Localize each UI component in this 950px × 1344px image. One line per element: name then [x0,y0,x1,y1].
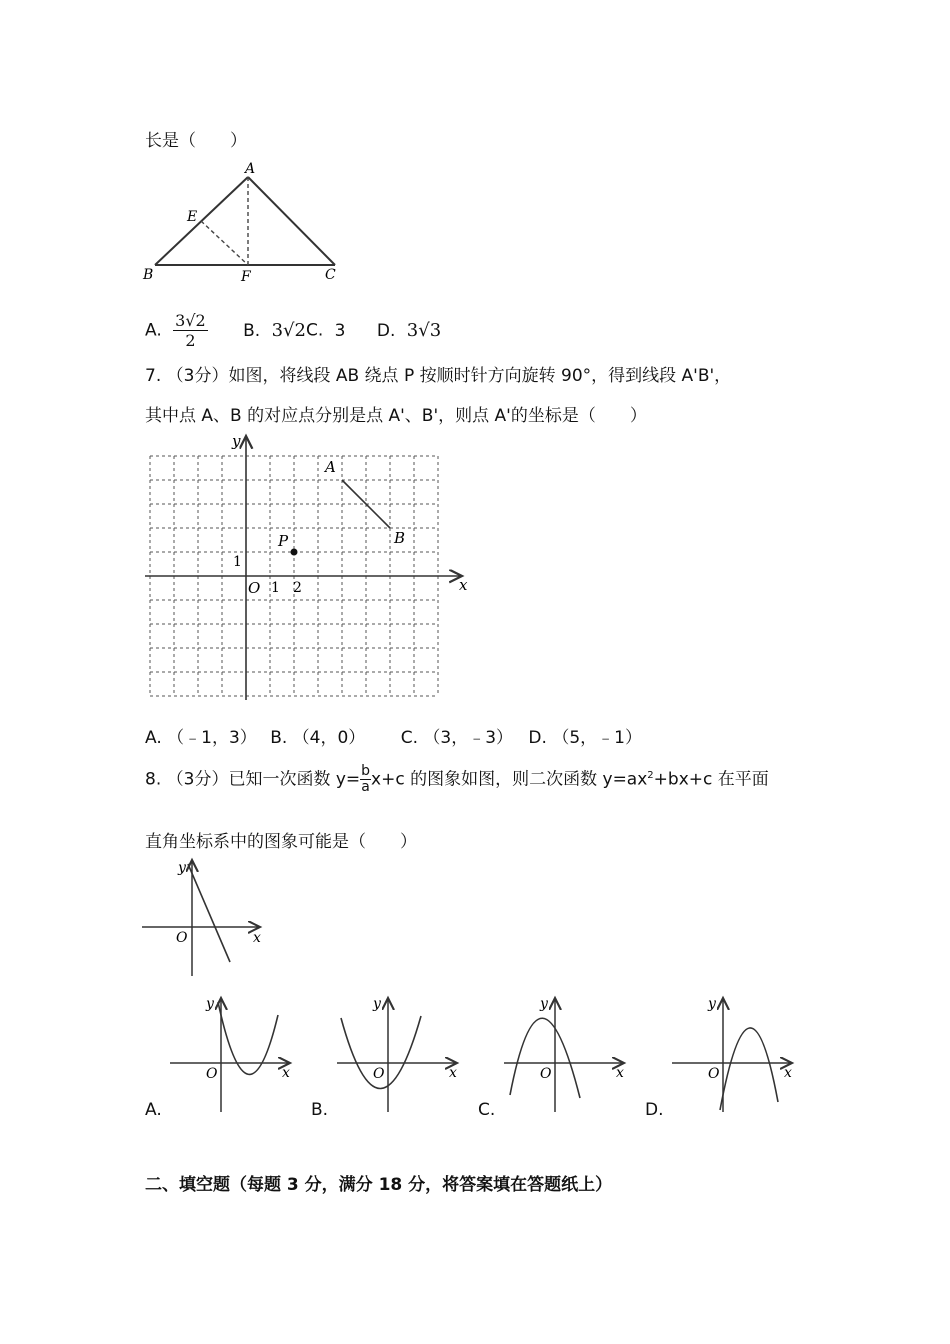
q8-prefix: 8. （3分）已知一次函数 y= [145,769,361,790]
label-c: C [325,267,336,283]
svg-text:y: y [540,996,548,1012]
svg-text:y: y [373,996,381,1012]
linear-function-line [188,864,230,962]
svg-text:x: x [616,1065,624,1081]
q8-option-b-graph[interactable] [335,990,467,1115]
label-p: P [278,532,289,550]
x-axis-label: x [459,576,468,594]
svg-text:y: y [206,996,214,1012]
svg-text:O: O [708,1066,720,1082]
label-f: F [241,269,251,285]
tick-x-2: 2 [293,580,302,596]
q6-option-a-den: 2 [185,331,196,350]
tick-y-1: 1 [233,554,242,570]
q7-coordinate-grid-figure [140,430,480,710]
section-2-title: 二、填空题（每题 3 分，满分 18 分，将答案填在答题纸上） [145,1175,613,1195]
x-label: x [253,930,261,946]
svg-text:x: x [282,1065,290,1081]
q8-option-c-label[interactable]: C. [478,1100,496,1120]
q6-triangle-figure [135,155,355,285]
side-ac [248,177,335,265]
q6-option-d-value: 3√3 [406,319,442,341]
q6-stem-tail: 长是（ ） [145,131,247,151]
q6-option-a-fraction [173,311,208,350]
q7-options [145,723,642,748]
q8-option-d-label[interactable]: D. [645,1100,664,1120]
q7-option-d[interactable]: D. （5，﹣1） [528,728,642,748]
y-axis-label: y [232,432,241,450]
origin-label: O [176,930,188,946]
q6-option-c-value: 3 [334,320,346,341]
q8-option-d-graph[interactable] [670,990,802,1115]
q8-fraction [360,764,371,795]
q8-line2: 直角坐标系中的图象可能是（ ） [145,832,417,852]
label-b: B [143,267,154,283]
parabola-d [720,1028,778,1110]
q7-option-c[interactable]: C. （3，﹣3） [400,728,514,748]
q8-suffix: +bx+c 在平面 [653,769,769,790]
origin-label: O [248,579,261,597]
q8-option-c-graph[interactable] [502,990,634,1115]
q7-line1: 7. （3分）如图，将线段 AB 绕点 P 按顺时针方向旋转 90°，得到线段 A'B'， [145,366,732,386]
point-p-dot [291,549,298,556]
svg-text:y: y [708,996,716,1012]
q8-line1 [145,764,769,795]
svg-text:x: x [784,1065,792,1081]
svg-text:O: O [373,1066,385,1082]
q6-option-a-num: 3√2 [175,311,206,330]
svg-text:x: x [449,1065,457,1081]
q6-option-b-value: 3√2 [271,319,306,341]
q8-linear-figure [140,852,270,982]
q6-option-b-label[interactable]: B. [243,320,261,341]
q7-option-a[interactable]: A. （﹣1，3） [145,728,257,748]
parabola-c [510,1018,580,1098]
q8-mid: x+c 的图象如图，则二次函数 y=ax [371,769,648,790]
q8-option-a-graph[interactable] [168,990,300,1115]
label-a: A [245,161,256,177]
label-b: B [394,529,406,547]
y-label: y [178,860,186,876]
q6-options [145,311,441,350]
label-e: E [187,209,198,225]
q8-frac-num: b [361,763,371,779]
q7-line2: 其中点 A、B 的对应点分别是点 A'、B'，则点 A'的坐标是（ ） [145,406,647,426]
segment-ef [201,221,248,265]
q8-option-b-label[interactable]: B. [311,1100,329,1120]
q6-option-d-label[interactable]: D. [376,320,396,341]
svg-text:O: O [540,1066,552,1082]
q8-frac-den: a [361,779,370,795]
q7-option-b[interactable]: B. （4，0） [270,728,366,748]
svg-text:O: O [206,1066,218,1082]
q8-option-a-label[interactable]: A. [145,1100,162,1120]
label-a: A [325,458,336,476]
q6-option-c-label[interactable]: C. [305,320,324,341]
tick-x-1: 1 [271,580,280,596]
q6-option-a-label[interactable]: A. [145,320,162,341]
q8-sup: 2 [647,769,654,781]
